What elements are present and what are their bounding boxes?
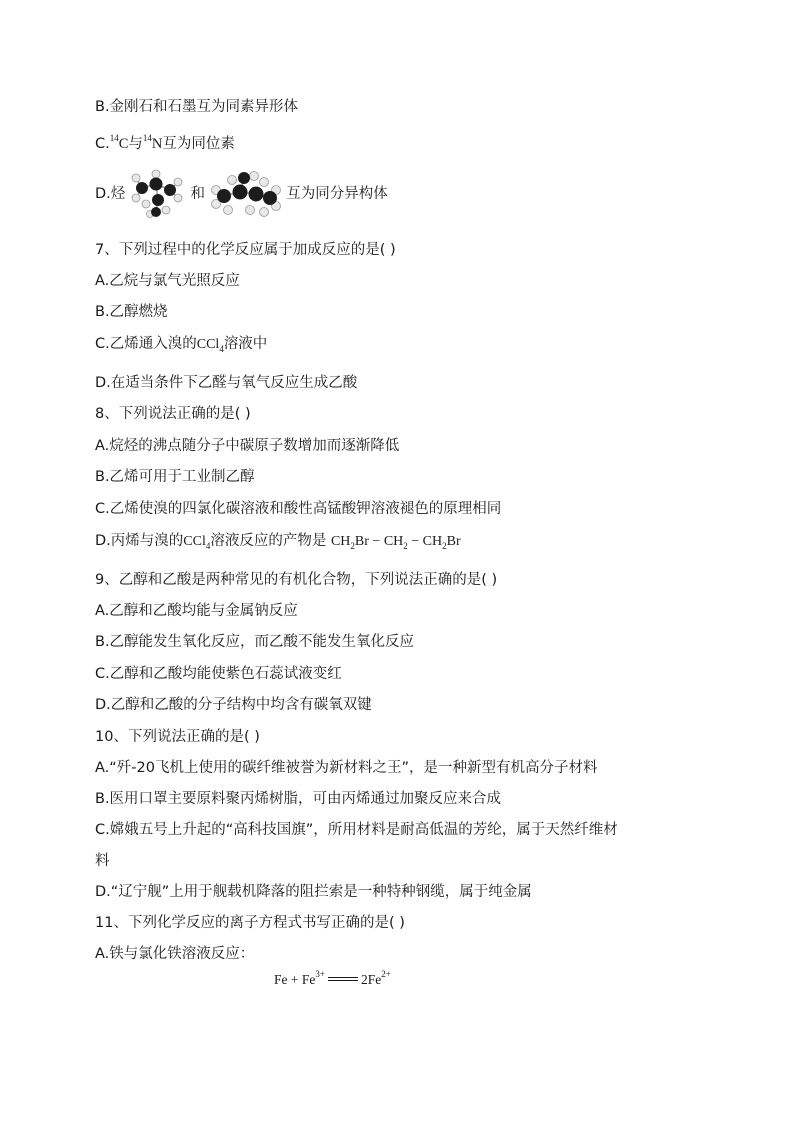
q10-option-a: A.“歼-20飞机上使用的碳纤维被誉为新材料之王”，是一种新型有机高分子材料 bbox=[95, 760, 598, 776]
q6-option-d-label: D.烃 bbox=[95, 186, 126, 202]
q6-option-c-letter: C. bbox=[95, 136, 110, 152]
q8-option-d-text-2: 溶液反应的产物是 bbox=[210, 533, 327, 549]
q7-option-c bbox=[95, 334, 267, 359]
q10-option-c-line-1: C.嫦娥五号上升起的“高科技国旗”，所用材料是耐高低温的芳纶，属于天然纤维材 bbox=[95, 822, 618, 838]
q8-option-d-text-1: D.丙烯与溴的 bbox=[95, 533, 184, 549]
q7-option-c-text-1: C.乙烯通入溴的 bbox=[95, 336, 197, 352]
q9-stem: 9、乙醇和乙酸是两种常见的有机化合物，下列说法正确的是( ) bbox=[95, 572, 498, 588]
ball-stick-molecule-1-image bbox=[130, 168, 186, 220]
q6-option-c-connector: 与 bbox=[128, 136, 143, 152]
isotope-carbon-14: $^{14}$C bbox=[109, 133, 129, 152]
q8-option-c: C.乙烯使溴的四氯化碳溶液和酸性高锰酸钾溶液褪色的原理相同 bbox=[95, 501, 502, 517]
q9-option-a: A.乙醇和乙酸均能与金属钠反应 bbox=[95, 603, 298, 619]
q9-option-b: B.乙醇能发生氧化反应，而乙酸不能发生氧化反应 bbox=[95, 634, 415, 650]
formula-dibromopropane: $CH_2Br - CH_2 - CH_2Br$ bbox=[330, 534, 461, 551]
q8-option-a: A.烷烃的沸点随分子中碳原子数增加而逐渐降低 bbox=[95, 438, 400, 454]
q6-option-d bbox=[95, 168, 388, 220]
q7-option-c-text-2: 溶液中 bbox=[223, 336, 268, 352]
q8-option-b: B.乙烯可用于工业制乙醇 bbox=[95, 469, 255, 485]
formula-ccl4: CCl$_4$ bbox=[183, 534, 211, 551]
q10-option-c-line-2: 料 bbox=[95, 853, 110, 869]
q6-option-c-text: 互为同位素 bbox=[162, 136, 235, 152]
q6-option-b: B.金刚石和石墨互为同素异形体 bbox=[95, 99, 299, 115]
q7-option-d: D.在适当条件下乙醛与氧气反应生成乙酸 bbox=[95, 375, 358, 391]
q8-stem: 8、下列说法正确的是( ) bbox=[95, 406, 251, 422]
q6-option-d-connector: 和 bbox=[190, 186, 205, 202]
ionic-equation bbox=[274, 964, 391, 990]
q7-option-b: B.乙醇燃烧 bbox=[95, 304, 168, 320]
q10-stem: 10、下列说法正确的是( ) bbox=[95, 729, 260, 745]
q6-option-c bbox=[95, 128, 235, 154]
q7-stem: 7、下列过程中的化学反应属于加成反应的是( ) bbox=[95, 242, 396, 258]
equation-product: 2Fe bbox=[360, 972, 382, 987]
q6-option-d-text: 互为同分异构体 bbox=[286, 186, 388, 202]
q10-option-b: B.医用口罩主要原料聚丙烯树脂，可由丙烯通过加聚反应来合成 bbox=[95, 791, 502, 807]
q8-option-d bbox=[95, 531, 461, 556]
q11-option-a: A.铁与氯化铁溶液反应： bbox=[95, 946, 255, 962]
q11-stem: 11、下列化学反应的离子方程式书写正确的是( ) bbox=[95, 915, 405, 931]
equation-product-charge: 2+ bbox=[381, 969, 391, 979]
equation-equals-sign bbox=[328, 977, 358, 981]
formula-ccl4: CCl$_4$ bbox=[196, 337, 224, 354]
ball-stick-molecule-2-image bbox=[210, 168, 282, 220]
equation-reactant-charge: 3+ bbox=[315, 969, 325, 979]
equation-reactants: Fe + Fe bbox=[274, 972, 316, 987]
q10-option-d: D.“辽宁舰”上用于舰载机降落的阻拦索是一种特种钢缆，属于纯金属 bbox=[95, 884, 532, 900]
q7-option-a: A.乙烷与氯气光照反应 bbox=[95, 273, 240, 289]
isotope-nitrogen-14: $^{14}$N bbox=[142, 133, 163, 152]
q9-option-d: D.乙醇和乙酸的分子结构中均含有碳氧双键 bbox=[95, 697, 372, 713]
q9-option-c: C.乙醇和乙酸均能使紫色石蕊试液变红 bbox=[95, 666, 342, 682]
